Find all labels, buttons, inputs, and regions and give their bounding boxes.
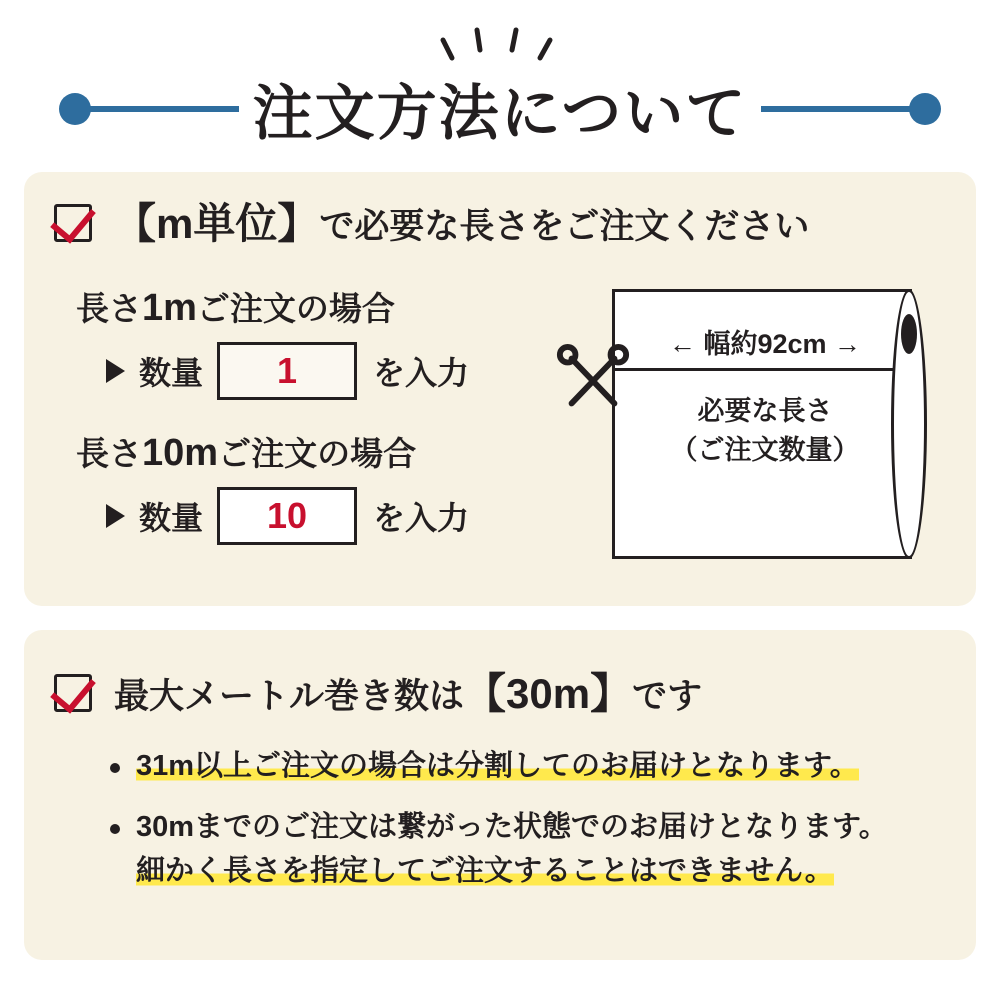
- case-2-enter-word: を入力: [373, 499, 470, 536]
- case-1-qty-input[interactable]: [217, 342, 357, 400]
- roll-width-label: ← 幅約92cm →: [668, 328, 862, 359]
- bullet-1-highlighted-text: 31m以上ご注文の場合は分割してのお届けとなります。: [136, 749, 859, 782]
- section2-headline-suffix: です: [632, 677, 703, 716]
- roll-length-line1: 必要な長さ: [697, 395, 833, 426]
- case-1-qty-row: [76, 342, 594, 400]
- case-1-qty-value: 1: [277, 349, 298, 391]
- case-2-number: 10m: [142, 431, 219, 474]
- bullet-1-text: [136, 745, 859, 789]
- title-rule-left: [89, 106, 239, 112]
- bullet-2-text: [136, 806, 888, 893]
- section2-bullets: [54, 745, 946, 894]
- case-1-qty-word: 数量: [139, 354, 204, 391]
- roll-length-label: [615, 392, 915, 470]
- title-row: [0, 66, 1000, 152]
- case-1-prefix: 長さ: [76, 289, 142, 327]
- section2-headline-text: [114, 668, 702, 721]
- triangle-bullet-icon: [106, 359, 125, 383]
- section2-headline-bracket: 【30m】: [464, 670, 633, 717]
- roll-length-line2: （ご注文数量）: [670, 434, 860, 465]
- title-dot-left: [59, 93, 91, 125]
- case-1-enter-word: を入力: [373, 354, 470, 391]
- order-unit-panel: [24, 172, 976, 606]
- case-2-qty-row: [76, 487, 594, 545]
- checkmark-icon: [54, 674, 96, 716]
- roll-divider-line: [615, 368, 915, 371]
- case-1-label: [76, 283, 594, 330]
- case-2-qty-value: 10: [266, 494, 308, 536]
- section1-headline: [54, 198, 946, 251]
- section1-headline-rest: で必要な長さをご注文ください: [319, 207, 810, 246]
- bullet-dot-icon: [110, 824, 120, 834]
- case-2-prefix: 長さ: [76, 434, 142, 472]
- case-1-suffix: ご注文の場合: [196, 289, 395, 327]
- case-2-qty-word: 数量: [139, 499, 204, 536]
- list-item: [110, 745, 946, 789]
- bullet-2-line1: 30mまでのご注文は繋がった状態でのお届けとなります。: [136, 811, 888, 843]
- roll-core-hole: [901, 314, 917, 354]
- case-2-qty-input[interactable]: [217, 487, 357, 545]
- section2-headline: [54, 668, 946, 721]
- section1-headline-text: [114, 198, 809, 251]
- page-title: 注文方法について: [252, 80, 748, 147]
- checkmark-icon: [54, 204, 96, 246]
- sparkle-decoration-icon: [0, 22, 1000, 70]
- section1-body: [54, 269, 946, 569]
- title-dot-right: [909, 93, 941, 125]
- wallpaper-roll-shape: [612, 289, 912, 559]
- section2-headline-prefix: 最大メートル巻き数は: [114, 677, 465, 716]
- section1-headline-bracket: 【m単位】: [114, 200, 320, 247]
- case-2-label: [76, 428, 594, 475]
- roll-illustration: [594, 269, 946, 569]
- max-length-panel: [24, 630, 976, 960]
- list-item: [110, 806, 946, 893]
- bullet-dot-icon: [110, 763, 120, 773]
- title-rule-right: [761, 106, 911, 112]
- section1-cases: [54, 269, 594, 569]
- triangle-bullet-icon: [106, 504, 125, 528]
- page-header: [0, 0, 1000, 160]
- scissors-icon: [554, 343, 632, 421]
- case-1-number: 1m: [142, 286, 197, 329]
- bullet-2-line2: 細かく長さを指定してご注文することはできません。: [136, 854, 834, 887]
- case-2-suffix: ご注文の場合: [218, 434, 417, 472]
